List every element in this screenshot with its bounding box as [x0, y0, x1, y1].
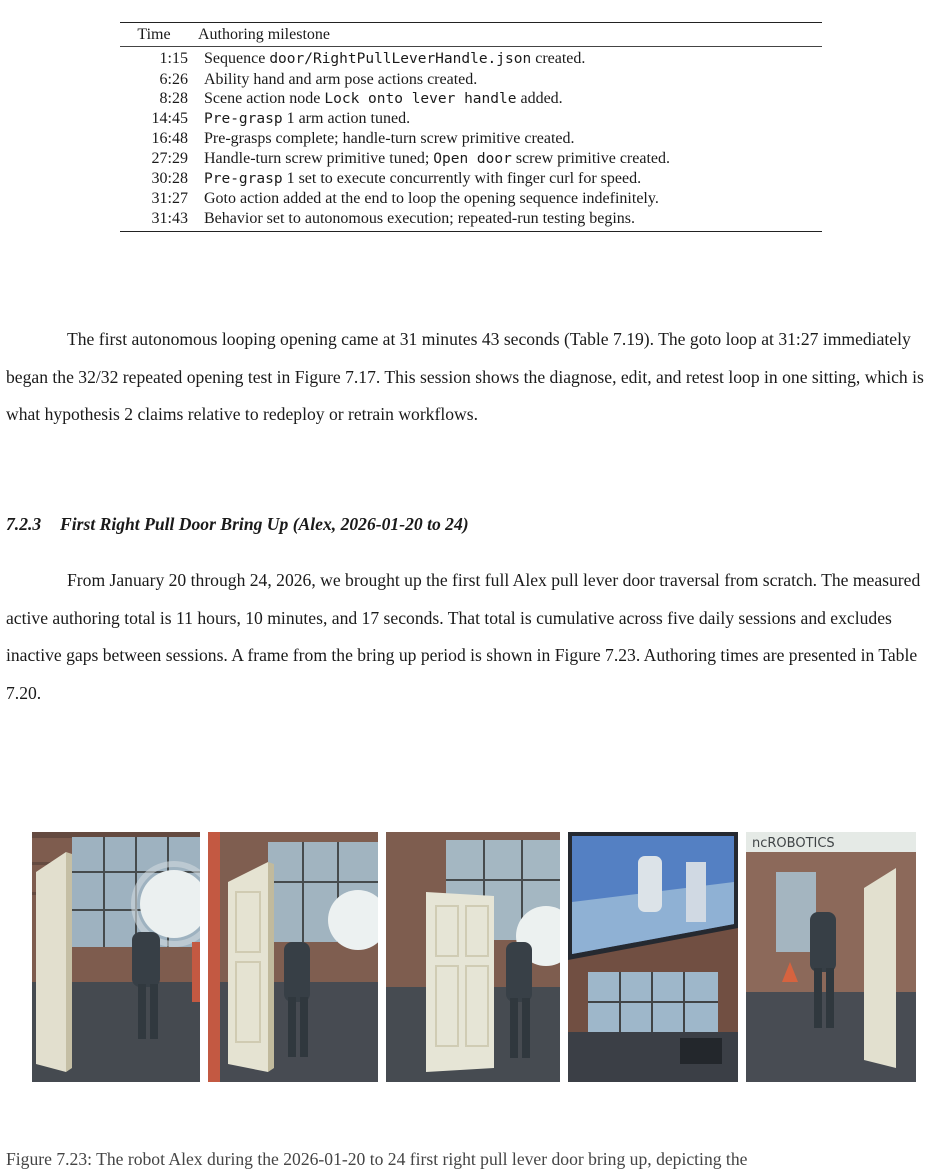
milestone-code: Pre-grasp — [204, 111, 283, 128]
table-row — [120, 129, 822, 148]
row-time: 31:27 — [151, 190, 188, 208]
section-heading — [6, 512, 469, 536]
milestone-text: Pre-grasps complete; handle-turn screw primitive created. — [204, 130, 575, 148]
table-row — [120, 149, 822, 169]
paragraph-1-text: The first autonomous looping opening came at 31 minutes 43 seconds (Table 7.19). The goto loop at 31:27 immediately began the 32/32 repeated opening test in Figure 7.17. This session shows the diagnose, edit, and retest loop in one sitting, which is what hypothesis 2 claims relative to redeploy or retrain workflows. — [6, 329, 924, 424]
milestone-text: screw primitive created. — [511, 149, 670, 167]
table-row — [120, 109, 822, 129]
milestone-text: 1 arm action tuned. — [282, 110, 411, 128]
table-row — [120, 47, 822, 69]
milestone-code: Pre-grasp — [204, 171, 283, 188]
milestone-text: created. — [531, 50, 586, 68]
table-row — [120, 189, 822, 208]
milestone-text: Behavior set to autonomous execution; repeated-run testing begins. — [204, 209, 635, 227]
header-time: Time — [137, 26, 171, 43]
photo-1 — [32, 832, 200, 1082]
header-milestone: Authoring milestone — [198, 26, 330, 43]
table-header-row — [120, 23, 822, 46]
row-time: 27:29 — [151, 149, 188, 167]
row-milestone — [204, 129, 822, 148]
body-paragraph-2 — [6, 562, 944, 712]
row-milestone — [204, 47, 822, 69]
body-paragraph-1 — [6, 321, 944, 434]
section-title: First Right Pull Door Bring Up (Alex, 2026-01-20 to 24) — [60, 514, 469, 534]
row-time: 8:28 — [159, 89, 188, 107]
row-milestone — [204, 89, 822, 109]
photo-5 — [746, 832, 916, 1082]
row-milestone — [204, 149, 822, 169]
row-milestone — [204, 169, 822, 189]
milestone-text: Scene action node — [204, 89, 325, 107]
milestone-table — [120, 22, 822, 232]
milestone-code: Open door — [433, 150, 512, 167]
table-row — [120, 169, 822, 189]
milestone-text: added. — [516, 89, 563, 107]
milestone-text: Ability hand and arm pose actions created. — [204, 70, 478, 88]
row-time: 16:48 — [151, 130, 188, 148]
paragraph-2-text: From January 20 through 24, 2026, we brought up the first full Alex pull lever door traversal from scratch. The measured active authoring total is 11 hours, 10 minutes, and 17 seconds. That total is cumulative across five daily sessions and excludes inactive gaps between sessions. A frame from the bring up period is shown in Figure 7.23. Authoring times are presented in Table 7.20. — [6, 570, 921, 703]
photo-3 — [386, 832, 560, 1082]
section-number: 7.2.3 — [6, 514, 42, 534]
milestone-text: 1 set to execute concurrently with finger curl for speed. — [282, 170, 642, 188]
table-row — [120, 70, 822, 89]
row-milestone — [204, 189, 822, 208]
milestone-code: Lock onto lever handle — [324, 90, 517, 107]
photo-2 — [208, 832, 378, 1082]
row-time: 6:26 — [159, 70, 188, 88]
row-time: 30:28 — [151, 170, 188, 188]
row-time: 1:15 — [159, 50, 188, 68]
milestone-text: Handle-turn screw primitive tuned; — [204, 149, 434, 167]
milestone-text: Sequence — [204, 50, 270, 68]
row-milestone — [204, 209, 822, 231]
table-bottom-rule — [120, 231, 822, 232]
row-milestone — [204, 70, 822, 89]
row-time: 14:45 — [151, 110, 188, 128]
row-milestone — [204, 109, 822, 129]
table-row — [120, 89, 822, 109]
milestone-text: Goto action added at the end to loop the opening sequence indefinitely. — [204, 190, 659, 208]
table-body — [120, 47, 822, 231]
milestone-code: door/RightPullLeverHandle.json — [269, 51, 532, 68]
figure-photo-strip — [32, 832, 916, 1082]
row-time: 31:43 — [151, 209, 188, 227]
figure-caption: Figure 7.23: The robot Alex during the 2026-01-20 to 24 first right pull lever door bring up, depicting the — [6, 1149, 748, 1169]
photo-4 — [568, 832, 738, 1082]
table-row — [120, 209, 822, 231]
photo-5-sign: ncROBOTICS — [752, 836, 835, 851]
